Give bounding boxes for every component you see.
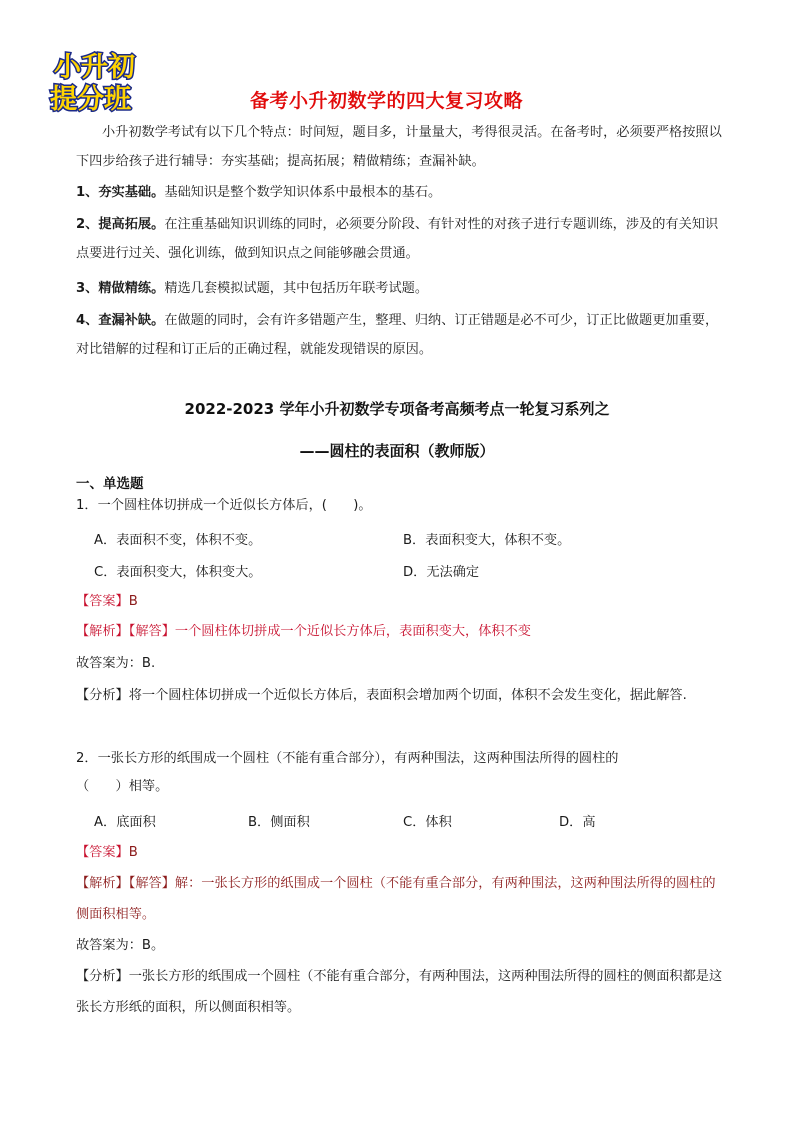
- q1-analysis: 【解析】【解答】一个圆柱体切拼成一个近似长方体后，表面积变大，体积不变: [76, 624, 531, 639]
- series-title-line-1: 2022-2023 学年小升初数学专项备考高频考点一轮复习系列之: [184, 400, 610, 418]
- logo: [48, 48, 170, 114]
- q2-analysis: 【解析】【解答】解：一张长方形的纸围成一个圆柱（不能有重合部分，有两种围法，这两种围法所得的圆柱的侧面积相等。: [76, 876, 716, 922]
- q1-option-b: B．表面积变大，体积不变。: [403, 533, 571, 548]
- q2-stem-line-1: 2．一张长方形的纸围成一个圆柱（不能有重合部分），有两种围法，这两种围法所得的圆柱的: [76, 751, 619, 766]
- intro-item-1-head: 1、夯实基础。: [76, 185, 165, 200]
- q2-answer-value: B: [128, 845, 138, 860]
- intro-item-2-text: 在注重基础知识训练的同时，必须要分阶段、有针对性的对孩子进行专题训练，涉及的有关知识点要进行过关、强化训练，做到知识点之间能够融会贯通。: [76, 217, 719, 261]
- intro-item-3-head: 3、精做精练。: [76, 281, 165, 296]
- q1-answer: [76, 592, 726, 612]
- q2-answer: [76, 843, 726, 863]
- logo-graphic: [48, 48, 170, 114]
- q2-option-a: A．底面积: [94, 815, 156, 830]
- section-heading: 一、单选题: [76, 476, 144, 492]
- q1-answer-label: 【答案】: [76, 594, 129, 609]
- q1-option-c: C．表面积变大，体积变大。: [94, 565, 262, 580]
- intro-item-2-head: 2、提高拓展。: [76, 217, 165, 232]
- intro-item-4-head: 4、查漏补缺。: [76, 313, 165, 328]
- q2-stem-line-2: （ ）相等。: [76, 779, 169, 794]
- logo-line-2: 提分班: [50, 84, 131, 114]
- intro-item-3-text: 精选几套模拟试题，其中包括历年联考试题。: [164, 281, 429, 296]
- q1-conclusion: 故答案为：B.: [76, 656, 156, 671]
- q1-answer-value: B: [128, 594, 138, 609]
- q1-option-a: A．表面积不变，体积不变。: [94, 533, 262, 548]
- intro-item-1-text: 基础知识是整个数学知识体系中最根本的基石。: [164, 185, 442, 200]
- intro-item-2: [76, 210, 726, 268]
- series-title-line-2: ——圆柱的表面积（教师版）: [299, 442, 495, 460]
- intro-item-4: [76, 306, 726, 364]
- q1-stem: 1．一个圆柱体切拼成一个近似长方体后，( )。: [76, 498, 372, 513]
- q2-answer-label: 【答案】: [76, 845, 129, 860]
- q2-option-b: B．侧面积: [248, 815, 310, 830]
- intro-item-1: [76, 178, 726, 207]
- intro-item-4-text: 在做题的同时，会有许多错题产生，整理、归纳、订正错题是必不可少，订正比做题更加重要，对比错解的过程和订正后的正确过程，就能发现错误的原因。: [76, 313, 719, 357]
- q2-conclusion: 故答案为：B。: [76, 938, 165, 953]
- q1-option-d: D．无法确定: [403, 565, 480, 580]
- document-title: 备考小升初数学的四大复习攻略: [250, 90, 524, 112]
- intro-item-3: [76, 274, 726, 303]
- q2-option-c: C．体积: [403, 815, 452, 830]
- q2-option-d: D．高: [559, 815, 596, 830]
- q2-fenxi: 【分析】一张长方形的纸围成一个圆柱（不能有重合部分，有两种围法，这两种围法所得的圆柱的侧面积都是这张长方形纸的面积，所以侧面积相等。: [76, 969, 723, 1015]
- intro-paragraph: 小升初数学考试有以下几个特点：时间短，题目多，计量量大，考得很灵活。在备考时，必须要严格按照以下四步给孩子进行辅导：夯实基础；提高拓展；精做精练；查漏补缺。: [76, 125, 722, 169]
- logo-line-1: 小升初: [54, 52, 135, 83]
- q1-fenxi: 【分析】将一个圆柱体切拼成一个近似长方体后，表面积会增加两个切面，体积不会发生变化，据此解答.: [76, 688, 687, 703]
